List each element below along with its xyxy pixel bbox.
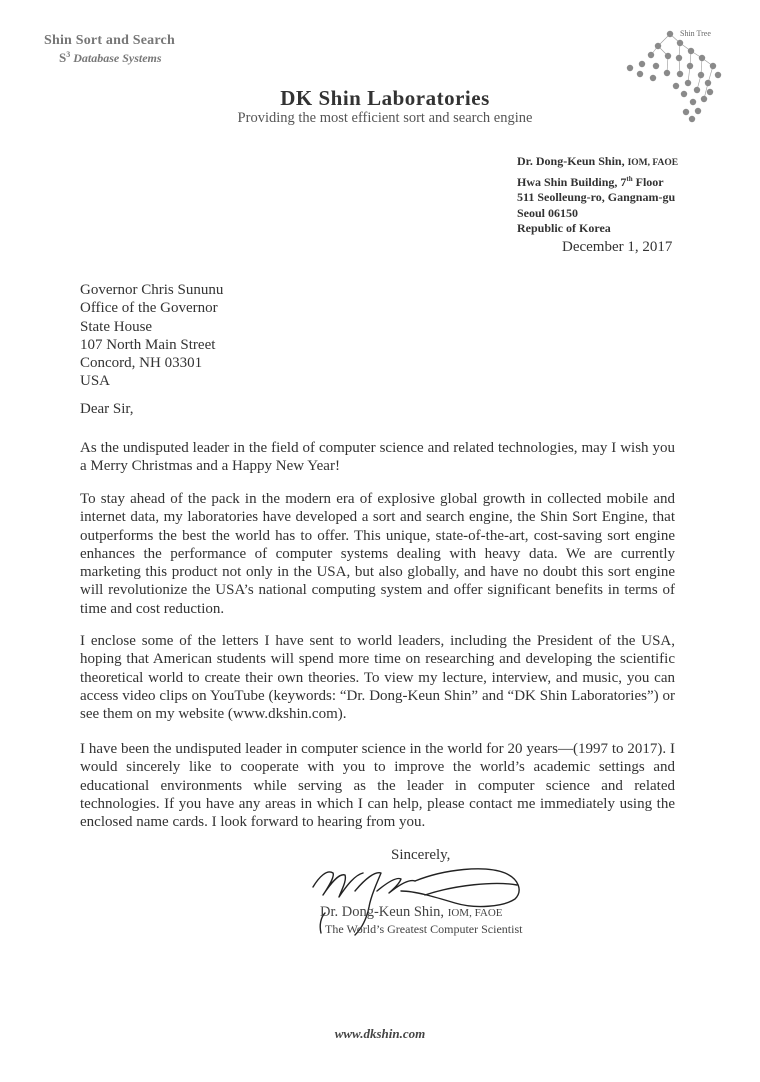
letterhead-title: DK Shin Laboratories [280,86,490,110]
sender-address [517,154,678,237]
company-name: Shin Sort and Search [44,33,175,48]
letterhead-company [44,33,175,66]
sender-country: Republic of Korea [517,221,611,235]
signer-credentials: IOM, FAOE [447,907,503,919]
sender-building-sup: th [626,174,633,183]
footer-website[interactable]: www.dkshin.com [334,1026,426,1041]
sender-name-line [517,154,678,172]
sender-building-floor: Floor [632,174,664,189]
sender-building-line [517,172,678,191]
sender-credentials: IOM, FAOE [627,158,679,168]
logo-label: Shin Tree [680,29,711,38]
recipient-line: USA [80,373,111,390]
signer-name: Dr. Dong-Keun Shin, [320,904,445,920]
signer-name-line [320,904,502,921]
sender-name: Dr. Dong-Keun Shin, [517,154,625,168]
body-paragraph-2: To stay ahead of the pack in the modern era of explosive global growth in collected mobile and internet data, my laboratories have developed a sort and search engine, the Shin Sort Engine, that outperforms the best the world has to offer. This unique, state-of-the-art, cost-saving sort engine enhances the performance of computer systems dealing with heavy data. We are currently marketing this product not only in the USA, but also globally, and have no doubt this sort engine will revolutionize the USA’s national computing system and offer significant benefits in terms of time and cost reduction. [80,491,675,617]
valediction: Sincerely, [391,847,451,863]
recipient-line: Governor Chris Sununu [80,282,224,298]
recipient-line: Office of the Governor [80,300,218,317]
letterhead-subtitle: Providing the most efficient sort and search engine [237,110,533,126]
recipient-address [80,281,223,391]
sender-building: Hwa Shin Building, 7 [517,174,627,189]
s3-superscript: 3 [66,50,71,59]
signer-title: The World’s Greatest Computer Scientist [325,922,523,936]
s3-mark: S [59,50,67,65]
body-paragraph-4: I have been the undisputed leader in computer science in the world for 20 years—(1997 to 2017). I would sincerely like to cooperate with you to improve the world’s academic settings and educational environments while serving as the leader in computer science and related technologies. If you have any areas in which I can help, please contact me immediately using the enclosed name cards. I look forward to hearing from you. [80,741,675,831]
letter-date: December 1, 2017 [562,239,673,255]
sender-street: 511 Seolleung-ro, Gangnam-gu [517,190,676,204]
tagline-text: Database Systems [73,51,162,65]
body-paragraph-3: I enclose some of the letters I have sent to world leaders, including the President of the USA, hoping that American students will spend more time on researching and developing the scientific theoretical world to create their own theories. To view my lecture, interview, and music, you can access video clips on YouTube (keywords: “Dr. Dong-Keun Shin” and “DK Shin Laboratories”) or see them on my website (www.dkshin.com). [80,633,675,723]
company-tagline [59,50,175,66]
recipient-line: 107 North Main Street [80,336,216,353]
body-paragraph-1: As the undisputed leader in the field of computer science and related technologies, may I wish you a Merry Christmas and a Happy New Year! [80,440,675,475]
letterhead-title-block [0,86,760,127]
recipient-line: Concord, NH 03301 [80,355,203,372]
sender-city: Seoul 06150 [517,205,579,220]
recipient-line: State House [80,318,153,335]
salutation: Dear Sir, [80,401,134,417]
